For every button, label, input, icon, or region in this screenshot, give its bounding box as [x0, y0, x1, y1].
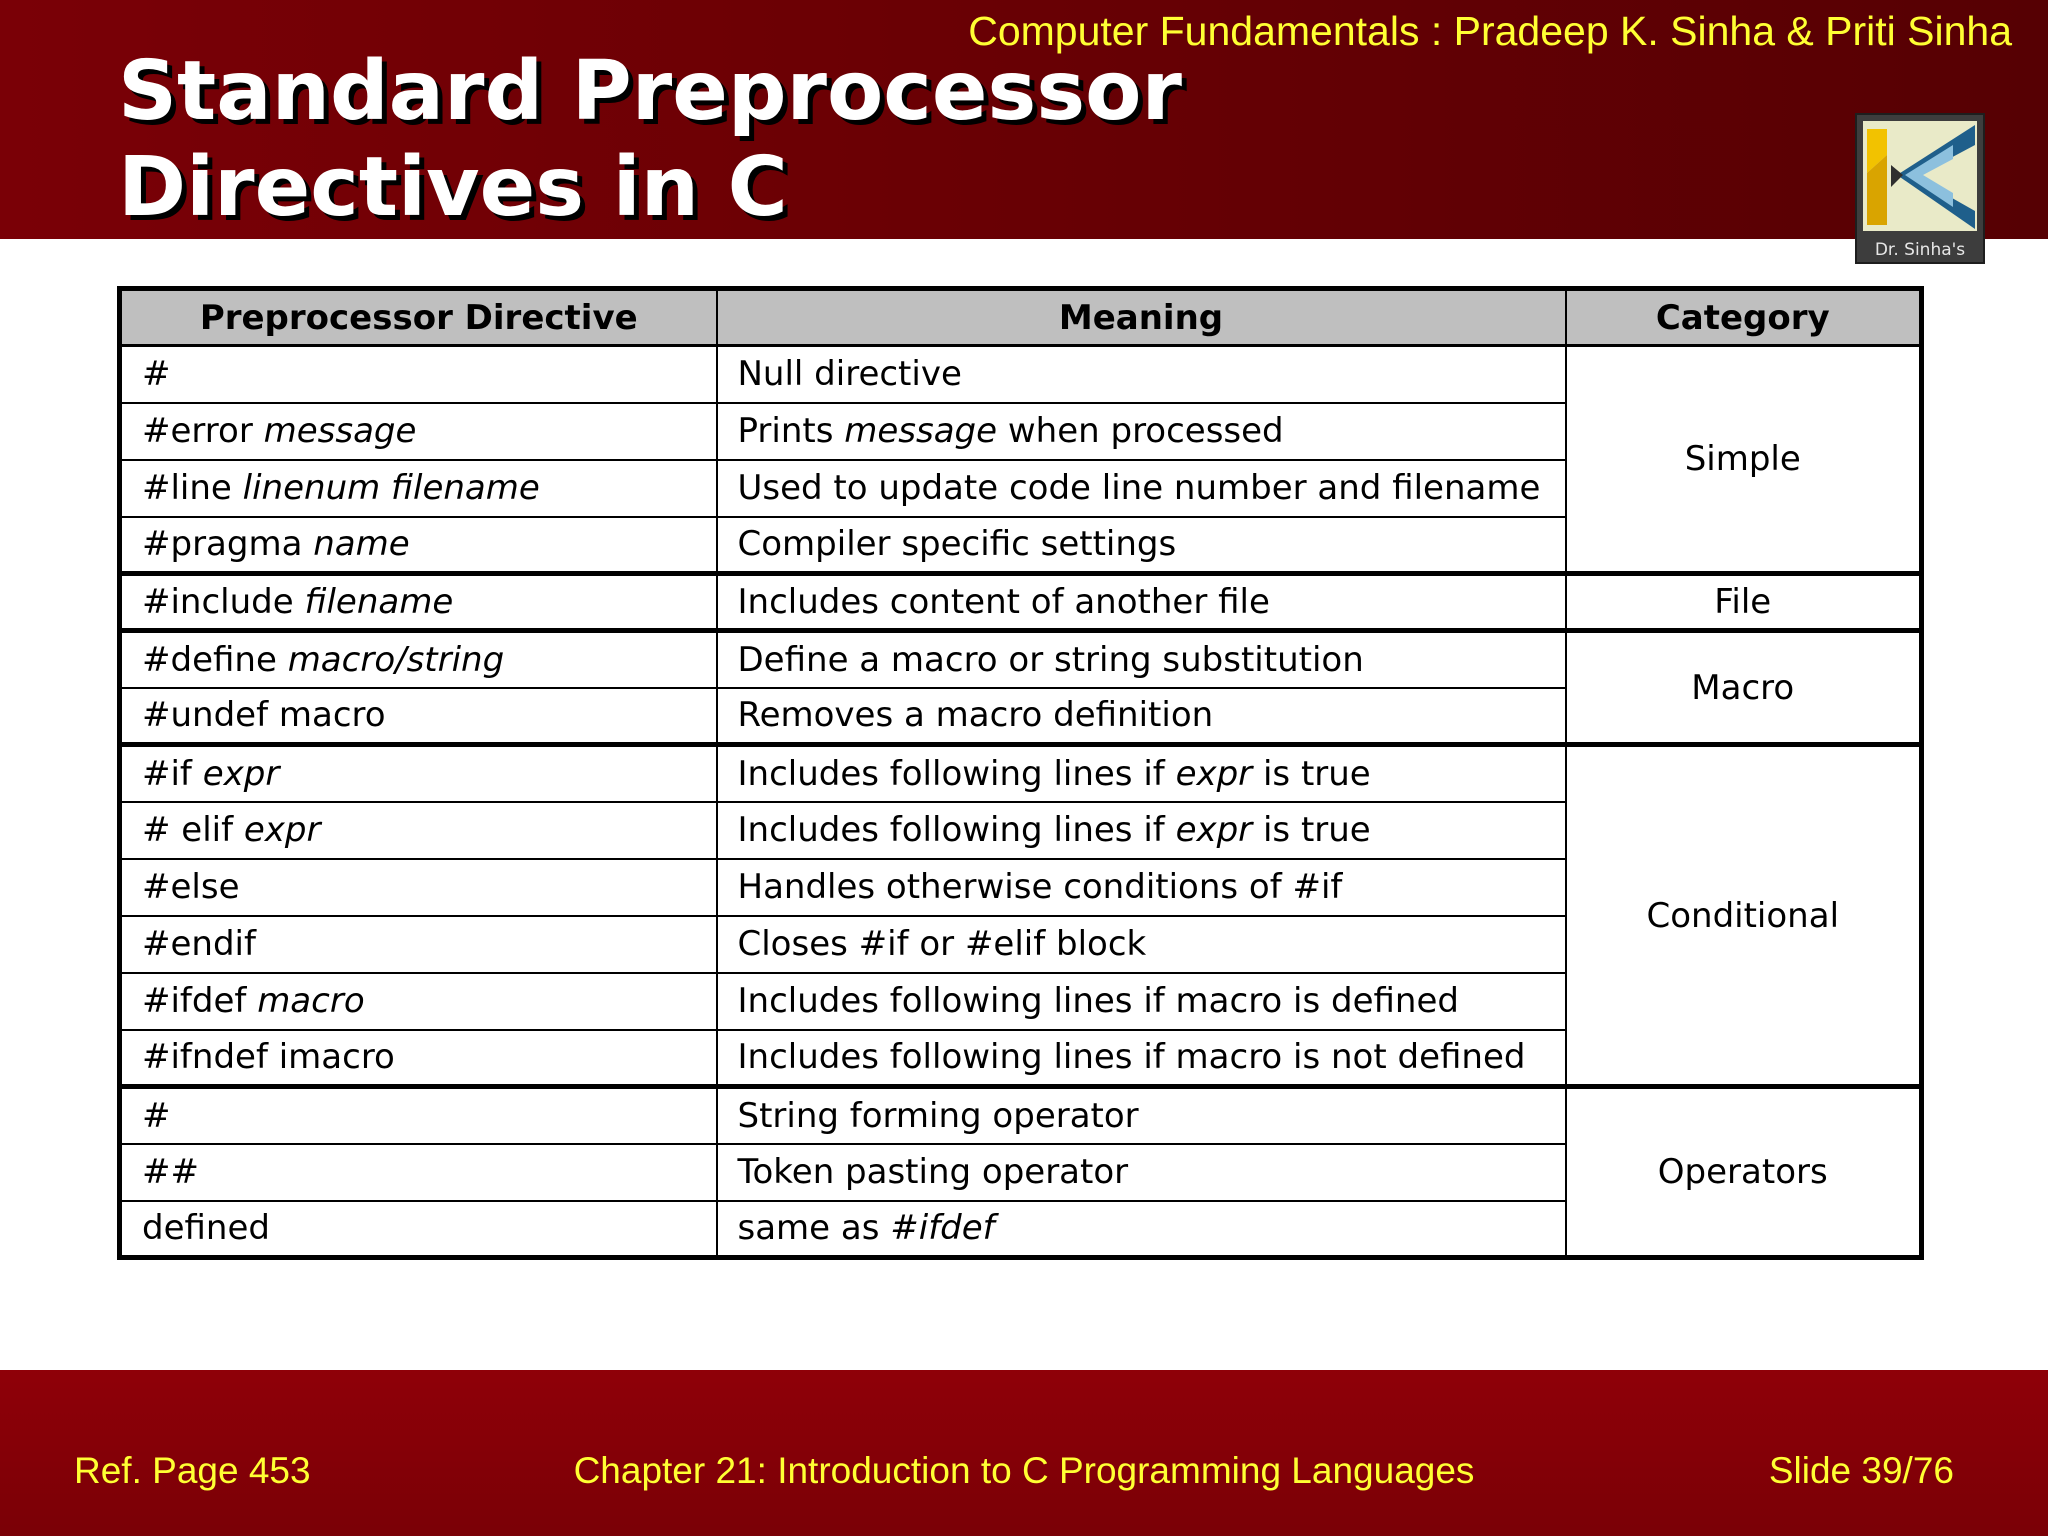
- title-banner: [0, 0, 2048, 260]
- slide-title-line-1: Standard Preprocessor: [118, 44, 1182, 139]
- table-row: [120, 346, 1922, 403]
- directive-cell: ##: [120, 1144, 717, 1201]
- meaning-cell: Closes #if or #elif block: [717, 916, 1566, 973]
- directive-cell: #: [120, 1087, 717, 1144]
- meaning-cell: Includes following lines if expr is true: [717, 802, 1566, 859]
- column-header-meaning: Meaning: [717, 289, 1566, 346]
- reference-page: Ref. Page 453: [74, 1450, 311, 1491]
- table-row: [120, 1087, 1922, 1144]
- directive-cell: #if expr: [120, 745, 717, 802]
- directive-cell: #include filename: [120, 574, 717, 631]
- table-header-row: [120, 289, 1922, 346]
- meaning-cell: Removes a macro definition: [717, 688, 1566, 745]
- meaning-cell: Compiler specific settings: [717, 517, 1566, 574]
- slide-title: [118, 44, 1182, 236]
- directive-cell: defined: [120, 1201, 717, 1258]
- meaning-cell: Token pasting operator: [717, 1144, 1566, 1201]
- column-header-directive: Preprocessor Directive: [120, 289, 717, 346]
- category-cell: Simple: [1566, 346, 1922, 574]
- logo-caption: Dr. Sinha's: [1874, 240, 1966, 260]
- directive-cell: #ifndef imacro: [120, 1030, 717, 1087]
- meaning-cell: Null directive: [717, 346, 1566, 403]
- directive-cell: #line linenum filename: [120, 460, 717, 517]
- directive-cell: #ifdef macro: [120, 973, 717, 1030]
- category-cell: Conditional: [1566, 745, 1922, 1087]
- meaning-cell: String forming operator: [717, 1087, 1566, 1144]
- table-row: [120, 631, 1922, 688]
- meaning-cell: Prints message when processed: [717, 403, 1566, 460]
- directive-cell: #undef macro: [120, 688, 717, 745]
- meaning-cell: Includes following lines if expr is true: [717, 745, 1566, 802]
- category-cell: Operators: [1566, 1087, 1922, 1258]
- table-row: [120, 745, 1922, 802]
- directive-cell: #: [120, 346, 717, 403]
- directive-cell: #else: [120, 859, 717, 916]
- column-header-category: Category: [1566, 289, 1922, 346]
- category-cell: Macro: [1566, 631, 1922, 745]
- table-row: [120, 574, 1922, 631]
- directive-cell: #pragma name: [120, 517, 717, 574]
- directive-cell: #error message: [120, 403, 717, 460]
- book-credit: Computer Fundamentals : Pradeep K. Sinha & Priti Sinha: [968, 8, 2012, 54]
- chapter-title: Chapter 21: Introduction to C Programming Languages: [573, 1450, 1475, 1491]
- author-logo: [1855, 113, 1985, 264]
- category-cell: File: [1566, 574, 1922, 631]
- logo-emblem-icon: [1857, 115, 1983, 235]
- meaning-cell: Define a macro or string substitution: [717, 631, 1566, 688]
- directives-table: [117, 286, 1924, 1260]
- directive-cell: # elif expr: [120, 802, 717, 859]
- meaning-cell: Used to update code line number and filename: [717, 460, 1566, 517]
- directive-cell: #endif: [120, 916, 717, 973]
- meaning-cell: Includes following lines if macro is defined: [717, 973, 1566, 1030]
- slide-number: Slide 39/76: [1768, 1450, 1954, 1491]
- meaning-cell: Includes content of another file: [717, 574, 1566, 631]
- directive-cell: #define macro/string: [120, 631, 717, 688]
- slide-title-line-2: Directives in C: [118, 140, 788, 235]
- meaning-cell: same as #ifdef: [717, 1201, 1566, 1258]
- footer-banner: [0, 1370, 2048, 1536]
- meaning-cell: Handles otherwise conditions of #if: [717, 859, 1566, 916]
- meaning-cell: Includes following lines if macro is not defined: [717, 1030, 1566, 1087]
